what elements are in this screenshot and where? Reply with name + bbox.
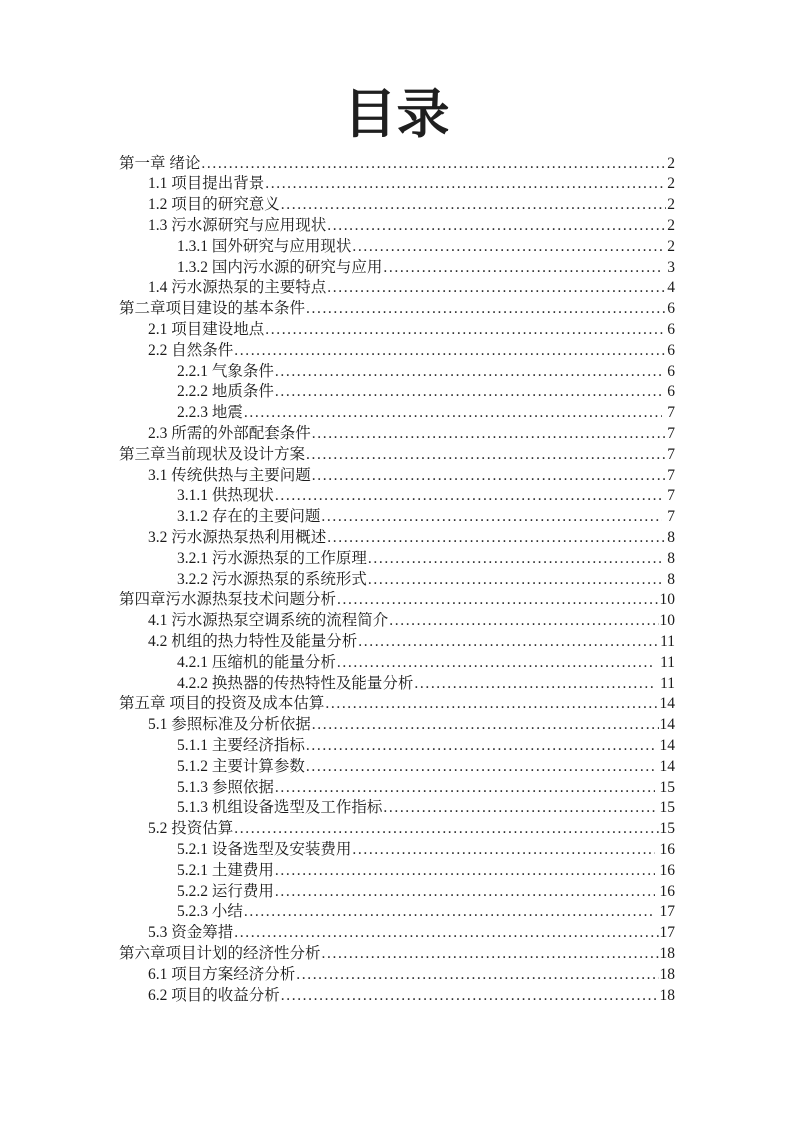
toc-page-number: 11 bbox=[660, 674, 675, 692]
toc-page-number: 18 bbox=[659, 986, 675, 1004]
toc-page-number: 8 bbox=[667, 528, 675, 546]
toc-page-number: 7 bbox=[667, 508, 675, 526]
toc-entry-label: 6.1 项目方案经济分析 bbox=[148, 965, 296, 983]
toc-entry[interactable] bbox=[119, 778, 675, 799]
toc-dot-leader bbox=[368, 549, 662, 570]
toc-entry[interactable] bbox=[119, 507, 675, 528]
toc-entry[interactable] bbox=[119, 341, 675, 362]
toc-entry-label: 5.1 参照标准及分析依据 bbox=[148, 716, 311, 734]
toc-entry[interactable] bbox=[119, 528, 675, 549]
toc-entry-label: 1.4 污水源热泵的主要特点 bbox=[148, 279, 327, 297]
toc-dot-leader bbox=[275, 778, 655, 799]
toc-dot-leader bbox=[327, 216, 666, 237]
toc-dot-leader bbox=[327, 528, 666, 549]
toc-dot-leader bbox=[244, 403, 662, 424]
toc-dot-leader bbox=[265, 174, 666, 195]
toc-dot-leader bbox=[368, 570, 662, 591]
toc-page-number: 3 bbox=[667, 258, 675, 276]
toc-entry-label: 第三章当前现状及设计方案 bbox=[119, 445, 306, 463]
toc-dot-leader bbox=[306, 736, 655, 757]
toc-entry-label: 2.2.3 地震 bbox=[177, 404, 243, 422]
toc-entry[interactable] bbox=[119, 216, 675, 237]
toc-page-number: 8 bbox=[667, 570, 675, 588]
toc-page-number: 2 bbox=[667, 237, 675, 255]
toc-entry[interactable] bbox=[119, 258, 675, 279]
toc-entry-label: 1.1 项目提出背景 bbox=[148, 175, 265, 193]
toc-entry[interactable] bbox=[119, 902, 675, 923]
toc-entry-label: 1.2 项目的研究意义 bbox=[148, 196, 280, 214]
toc-dot-leader bbox=[389, 611, 658, 632]
toc-dot-leader bbox=[275, 486, 662, 507]
toc-page-number: 17 bbox=[659, 903, 675, 921]
toc-dot-leader bbox=[306, 445, 666, 466]
toc-page-number: 6 bbox=[667, 321, 675, 339]
toc-dot-leader bbox=[265, 320, 666, 341]
toc-entry-label: 3.2 污水源热泵热利用概述 bbox=[148, 528, 327, 546]
toc-dot-leader bbox=[414, 674, 655, 695]
toc-page-number: 15 bbox=[659, 820, 675, 838]
toc-entry[interactable] bbox=[119, 486, 675, 507]
toc-page-number: 14 bbox=[659, 757, 675, 775]
toc-page-number: 2 bbox=[667, 154, 675, 172]
toc-dot-leader bbox=[275, 362, 662, 383]
toc-page-number: 2 bbox=[667, 217, 675, 235]
toc-page-number: 14 bbox=[659, 716, 675, 734]
toc-page-number: 16 bbox=[659, 861, 675, 879]
toc-page-number: 4 bbox=[667, 279, 675, 297]
toc-dot-leader bbox=[352, 237, 662, 258]
toc-entry[interactable] bbox=[119, 466, 675, 487]
toc-dot-leader bbox=[312, 466, 666, 487]
toc-dot-leader bbox=[383, 258, 662, 279]
toc-dot-leader bbox=[306, 757, 655, 778]
toc-entry-label: 1.3.2 国内污水源的研究与应用 bbox=[177, 258, 383, 276]
toc-entry[interactable] bbox=[119, 424, 675, 445]
toc-page-number: 14 bbox=[659, 736, 675, 754]
toc-dot-leader bbox=[337, 653, 655, 674]
toc-dot-leader bbox=[201, 154, 666, 175]
toc-entry-label: 5.2.1 土建费用 bbox=[177, 861, 274, 879]
toc-page-number: 2 bbox=[667, 175, 675, 193]
toc-entry[interactable] bbox=[119, 237, 675, 258]
toc-entry[interactable] bbox=[119, 154, 675, 175]
toc-entry[interactable] bbox=[119, 736, 675, 757]
toc-entry-label: 5.2.3 小结 bbox=[177, 903, 243, 921]
toc-dot-leader bbox=[275, 882, 655, 903]
toc-page-number: 15 bbox=[659, 799, 675, 817]
toc-entry[interactable] bbox=[119, 694, 675, 715]
toc-page-number: 11 bbox=[660, 653, 675, 671]
toc-dot-leader bbox=[234, 923, 658, 944]
toc-entry[interactable] bbox=[119, 632, 675, 653]
toc-entry[interactable] bbox=[119, 445, 675, 466]
toc-entry-label: 第六章项目计划的经济性分析 bbox=[119, 944, 321, 962]
toc-dot-leader bbox=[322, 944, 659, 965]
toc-dot-leader bbox=[275, 861, 655, 882]
toc-entry[interactable] bbox=[119, 674, 675, 695]
toc-dot-leader bbox=[275, 382, 662, 403]
toc-entry[interactable] bbox=[119, 798, 675, 819]
toc-entry[interactable] bbox=[119, 715, 675, 736]
toc-page-number: 2 bbox=[667, 196, 675, 214]
toc-page-number: 6 bbox=[667, 300, 675, 318]
toc-page-number: 7 bbox=[667, 404, 675, 422]
toc-entry[interactable] bbox=[119, 299, 675, 320]
toc-page-number: 7 bbox=[667, 466, 675, 484]
toc-page-number: 6 bbox=[667, 341, 675, 359]
toc-entry-label: 5.1.3 参照依据 bbox=[177, 778, 274, 796]
toc-page-number: 17 bbox=[659, 924, 675, 942]
toc-entry[interactable] bbox=[119, 653, 675, 674]
toc-entry-label: 3.2.1 污水源热泵的工作原理 bbox=[177, 549, 367, 567]
toc-list bbox=[0, 154, 793, 1007]
toc-entry-label: 3.1 传统供热与主要问题 bbox=[148, 466, 311, 484]
toc-entry[interactable] bbox=[119, 174, 675, 195]
toc-entry[interactable] bbox=[119, 403, 675, 424]
toc-entry-label: 3.1.2 存在的主要问题 bbox=[177, 508, 321, 526]
toc-entry-label: 第五章 项目的投资及成本估算 bbox=[119, 695, 325, 713]
toc-page-number: 18 bbox=[659, 965, 675, 983]
toc-entry-label: 5.2 投资估算 bbox=[148, 820, 234, 838]
toc-page-number: 7 bbox=[667, 425, 675, 442]
toc-page-number: 8 bbox=[667, 549, 675, 567]
toc-entry[interactable] bbox=[119, 757, 675, 778]
toc-entry[interactable] bbox=[119, 320, 675, 341]
toc-entry-label: 2.1 项目建设地点 bbox=[148, 321, 265, 339]
toc-entry[interactable] bbox=[119, 278, 675, 299]
toc-entry-label: 第二章项目建设的基本条件 bbox=[119, 300, 306, 318]
toc-dot-leader bbox=[383, 798, 654, 819]
toc-entry[interactable] bbox=[119, 362, 675, 383]
toc-entry[interactable] bbox=[119, 195, 675, 216]
toc-page-number: 11 bbox=[660, 632, 675, 650]
toc-entry[interactable] bbox=[119, 382, 675, 403]
toc-entry-label: 4.1 污水源热泵空调系统的流程简介 bbox=[148, 612, 389, 630]
toc-entry[interactable] bbox=[119, 944, 675, 965]
toc-page-number: 10 bbox=[659, 591, 675, 609]
toc-entry[interactable] bbox=[119, 923, 675, 944]
toc-entry-label: 4.2 机组的热力特性及能量分析 bbox=[148, 632, 358, 650]
toc-dot-leader bbox=[281, 986, 659, 1007]
toc-page-number: 10 bbox=[659, 612, 675, 630]
toc-entry[interactable] bbox=[119, 882, 675, 903]
toc-dot-leader bbox=[296, 965, 658, 986]
toc-page-number: 14 bbox=[659, 695, 675, 713]
toc-page-number: 7 bbox=[667, 487, 675, 505]
toc-entry[interactable] bbox=[119, 965, 675, 986]
toc-dot-leader bbox=[234, 819, 658, 840]
toc-entry[interactable] bbox=[119, 570, 675, 591]
toc-entry[interactable] bbox=[119, 840, 675, 861]
toc-entry-label: 2.3 所需的外部配套条件 bbox=[148, 425, 311, 442]
toc-entry-label: 第一章 绪论 bbox=[119, 154, 201, 172]
toc-dot-leader bbox=[352, 840, 654, 861]
page-title: 目录 bbox=[343, 86, 450, 144]
toc-entry-label: 5.1.1 主要经济指标 bbox=[177, 736, 305, 754]
toc-dot-leader bbox=[337, 590, 658, 611]
toc-dot-leader bbox=[312, 715, 659, 736]
toc-entry-label: 2.2 自然条件 bbox=[148, 341, 234, 359]
toc-dot-leader bbox=[325, 694, 658, 715]
toc-entry-label: 1.3 污水源研究与应用现状 bbox=[148, 217, 327, 235]
toc-dot-leader bbox=[358, 632, 659, 653]
toc-entry[interactable] bbox=[119, 986, 675, 1007]
toc-dot-leader bbox=[234, 341, 666, 362]
toc-entry-label: 3.1.1 供热现状 bbox=[177, 487, 274, 505]
toc-entry[interactable] bbox=[119, 611, 675, 632]
toc-entry-label: 3.2.2 污水源热泵的系统形式 bbox=[177, 570, 367, 588]
toc-dot-leader bbox=[312, 424, 666, 445]
toc-entry-label: 5.3 资金筹措 bbox=[148, 924, 234, 942]
toc-entry-label: 4.2.2 换热器的传热特性及能量分析 bbox=[177, 674, 414, 692]
toc-entry-label: 5.1.3 机组设备选型及工作指标 bbox=[177, 799, 383, 817]
toc-entry-label: 5.2.2 运行费用 bbox=[177, 882, 274, 900]
toc-entry-label: 5.1.2 主要计算参数 bbox=[177, 757, 305, 775]
toc-entry[interactable] bbox=[119, 861, 675, 882]
toc-entry-label: 第四章污水源热泵技术问题分析 bbox=[119, 591, 337, 609]
toc-entry-label: 2.2.2 地质条件 bbox=[177, 383, 274, 401]
toc-entry-label: 4.2.1 压缩机的能量分析 bbox=[177, 653, 336, 671]
toc-page-number: 6 bbox=[667, 362, 675, 380]
toc-page-number: 15 bbox=[659, 778, 675, 796]
toc-page-number: 6 bbox=[667, 383, 675, 401]
toc-page-number: 16 bbox=[659, 882, 675, 900]
toc-entry-label: 1.3.1 国外研究与应用现状 bbox=[177, 237, 352, 255]
toc-page-number: 18 bbox=[659, 944, 675, 962]
toc-page-number: 16 bbox=[659, 840, 675, 858]
toc-page-number: 7 bbox=[667, 445, 675, 463]
toc-entry[interactable] bbox=[119, 819, 675, 840]
toc-dot-leader bbox=[306, 299, 666, 320]
toc-dot-leader bbox=[327, 278, 666, 299]
toc-dot-leader bbox=[244, 902, 655, 923]
toc-entry[interactable] bbox=[119, 549, 675, 570]
toc-entry-label: 5.2.1 设备选型及安装费用 bbox=[177, 840, 352, 858]
toc-dot-leader bbox=[281, 195, 666, 216]
toc-dot-leader bbox=[321, 507, 662, 528]
toc-entry[interactable] bbox=[119, 590, 675, 611]
toc-entry-label: 6.2 项目的收益分析 bbox=[148, 986, 280, 1004]
toc-entry-label: 2.2.1 气象条件 bbox=[177, 362, 274, 380]
